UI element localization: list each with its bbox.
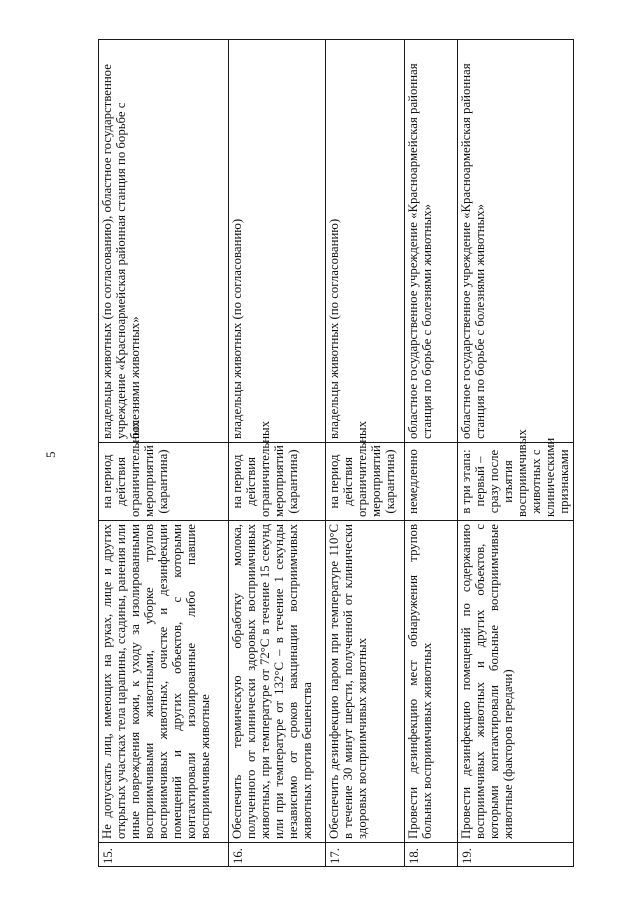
table-row: [458, 40, 574, 867]
measure-description: Обеспечить дезинфекцию паром при температуре 110°C в течение 30 минут шерсти, полученной от клинически здоровых восприимчивых животных: [326, 521, 405, 843]
measure-description: Обеспечить термическую обработку молока, полученного от клинически здоровых восприимчивых животных, при температуре от 72°C в течение 15 секунд или при температуре от 132°C – в течение 1 секунды независимо от сроков вакцинации восприимчивых животных против бешенства: [229, 521, 326, 843]
measures-table: [98, 39, 574, 867]
row-number: 19.: [458, 843, 574, 867]
page-number: 5: [43, 451, 58, 458]
measure-term: на период действия ограничительных мероприятий (карантина): [229, 443, 326, 521]
measure-responsible: владельцы животных (по согласованию): [326, 40, 405, 443]
table-row: [99, 40, 229, 867]
measure-responsible: областное государственное учреждение «Красноармейская районная станция по борьбе с болезнями животных»: [458, 40, 574, 443]
measure-responsible: владельцы животных (по согласованию): [229, 40, 326, 443]
row-number: 16.: [229, 843, 326, 867]
measure-responsible: областное государственное учреждение «Красноармейская районная станция по борьбе с болезнями животных»: [405, 40, 458, 443]
measures-table-container: [98, 40, 572, 867]
row-number: 15.: [99, 843, 229, 867]
measure-responsible: владельцы животных (по согласованию), областное государственное учреждение «Красноармейская районная станция по борьбе с болезнями животных»: [99, 40, 229, 443]
measure-description: Не допускать лиц, имеющих на руках, лице и других открытых участках тела царапины, ссадины, ранения или иные повреждения кожи, к уходу за изолированными восприимчивыми животными, уборке трупов восприимчивых животных, очистке и дезинфекции помещений и других объектов, с которыми контактировали изолированные либо павшие восприимчивые животные: [99, 521, 229, 843]
measure-description: Провести дезинфекцию мест обнаружения трупов больных восприимчивых животных: [405, 521, 458, 843]
measure-term: на период действия ограничительных мероприятий (карантина): [99, 443, 229, 521]
measure-description: Провести дезинфекцию помещений по содержанию восприимчивых животных и других объектов, с которыми контактировали больные восприимчивые животные (факторов передачи): [458, 521, 574, 843]
measure-term: немедленно: [405, 443, 458, 521]
table-row: [229, 40, 326, 867]
table-row: [326, 40, 405, 867]
row-number: 18.: [405, 843, 458, 867]
measure-term: в три этапа: первый – сразу после изъятия восприимчивых животных с клиническими признаками: [458, 443, 574, 521]
table-row: [405, 40, 458, 867]
row-number: 17.: [326, 843, 405, 867]
measure-term: на период действия ограничительных мероприятий (карантина): [326, 443, 405, 521]
